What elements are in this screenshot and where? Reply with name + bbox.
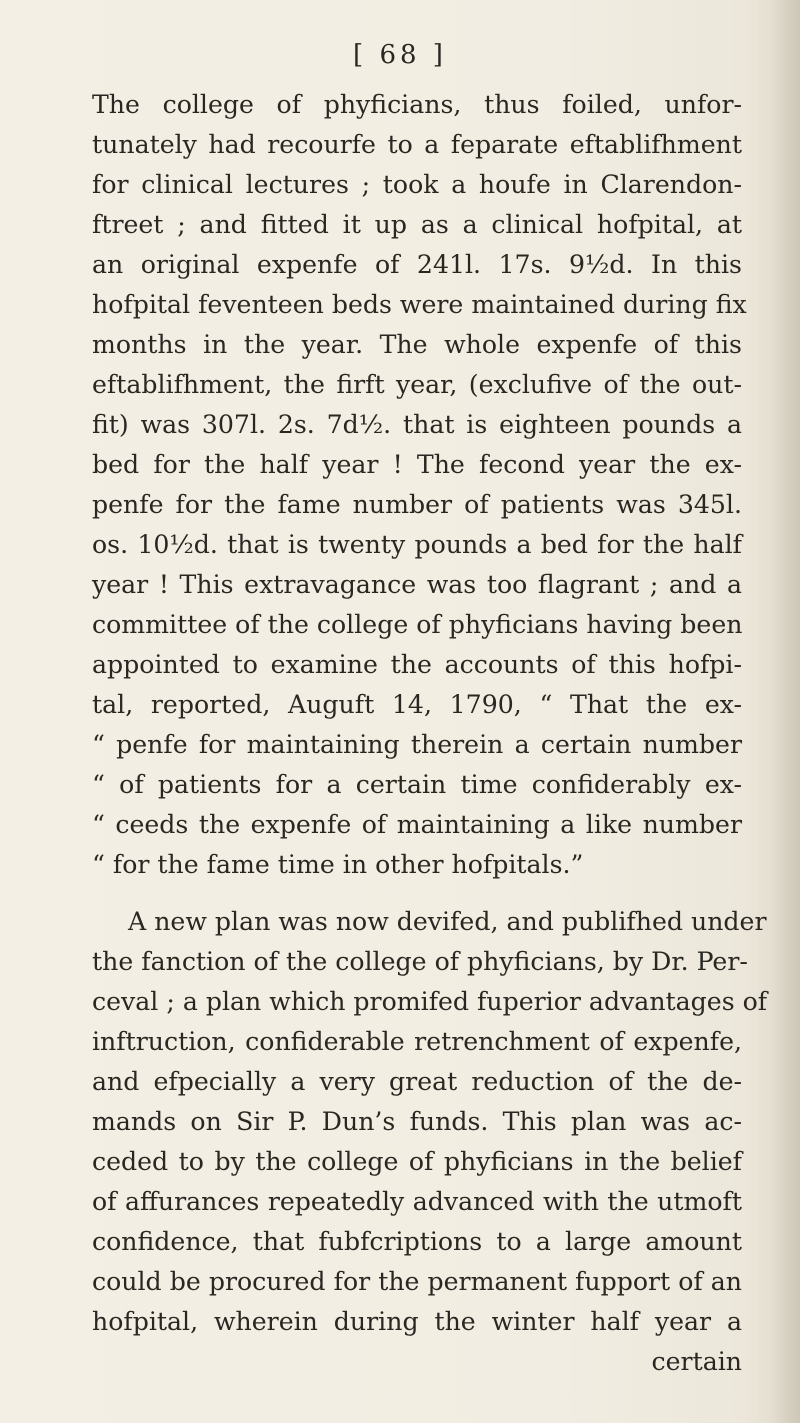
text-line: fit) was 307l. 2s. 7d½. that is eighteen pounds a — [92, 410, 742, 439]
text-line: months in the year. The whole expenfe of this — [92, 330, 742, 359]
text-line: tal, reported, Auguft 14, 1790, “ That the ex- — [92, 690, 742, 719]
text-line: hofpital, wherein during the winter half year a — [92, 1307, 742, 1336]
text-line: hofpital feventeen beds were maintained during fix — [92, 290, 747, 319]
text-line: ceval ; a plan which promifed fuperior advantages of — [92, 987, 768, 1016]
text-line: penfe for the fame number of patients was 345l. — [92, 490, 742, 519]
catchword: certain — [651, 1347, 742, 1376]
text-line: inftruction, confiderable retrenchment of expenfe, — [92, 1027, 742, 1056]
text-line: committee of the college of phyficians having been — [92, 610, 743, 639]
text-line: an original expenfe of 241l. 17s. 9½d. In this — [92, 250, 742, 279]
text-line: eftablifhment, the firft year, (exclufive of the out- — [92, 370, 742, 399]
quoted-text-line: “ ceeds the expenfe of maintaining a like number — [92, 810, 742, 839]
text-line: could be procured for the permanent fupport of an — [92, 1267, 742, 1296]
text-line: appointed to examine the accounts of this hofpi- — [92, 650, 742, 679]
page-number-header: [ 68 ] — [353, 40, 447, 70]
text-line: mands on Sir P. Dun’s funds. This plan was ac- — [92, 1107, 742, 1136]
text-line: ftreet ; and fitted it up as a clinical hofpital, at — [92, 210, 742, 239]
text-line: the fanction of the college of phyficians, by Dr. Per- — [92, 947, 748, 976]
text-line: for clinical lectures ; took a houfe in Clarendon- — [92, 170, 742, 199]
text-line: A new plan was now devifed, and publifhed under — [128, 907, 767, 936]
text-line: os. 10½d. that is twenty pounds a bed for the half — [92, 530, 742, 559]
text-line: ceded to by the college of phyficians in the belief — [92, 1147, 742, 1176]
paragraph-new-plan — [92, 902, 768, 1382]
quoted-text-line: “ for the fame time in other hofpitals.” — [92, 850, 584, 879]
quoted-text-line: “ of patients for a certain time confiderably ex- — [92, 770, 742, 799]
quoted-text-line: “ penfe for maintaining therein a certain number — [92, 730, 742, 759]
text-line: and efpecially a very great reduction of the de- — [92, 1067, 742, 1096]
text-line: tunately had recourfe to a feparate eftablifhment — [92, 130, 742, 159]
text-line: year ! This extravagance was too flagrant ; and a — [92, 570, 742, 599]
page-edge-shadow — [770, 0, 800, 1423]
text-line: The college of phyficians, thus foiled, unfor- — [92, 90, 742, 119]
text-line: of affurances repeatedly advanced with the utmoft — [92, 1187, 742, 1216]
text-line: bed for the half year ! The fecond year the ex- — [92, 450, 742, 479]
text-line: confidence, that fubfcriptions to a large amount — [92, 1227, 742, 1256]
paragraph-college-clinical-hospital — [92, 85, 747, 885]
